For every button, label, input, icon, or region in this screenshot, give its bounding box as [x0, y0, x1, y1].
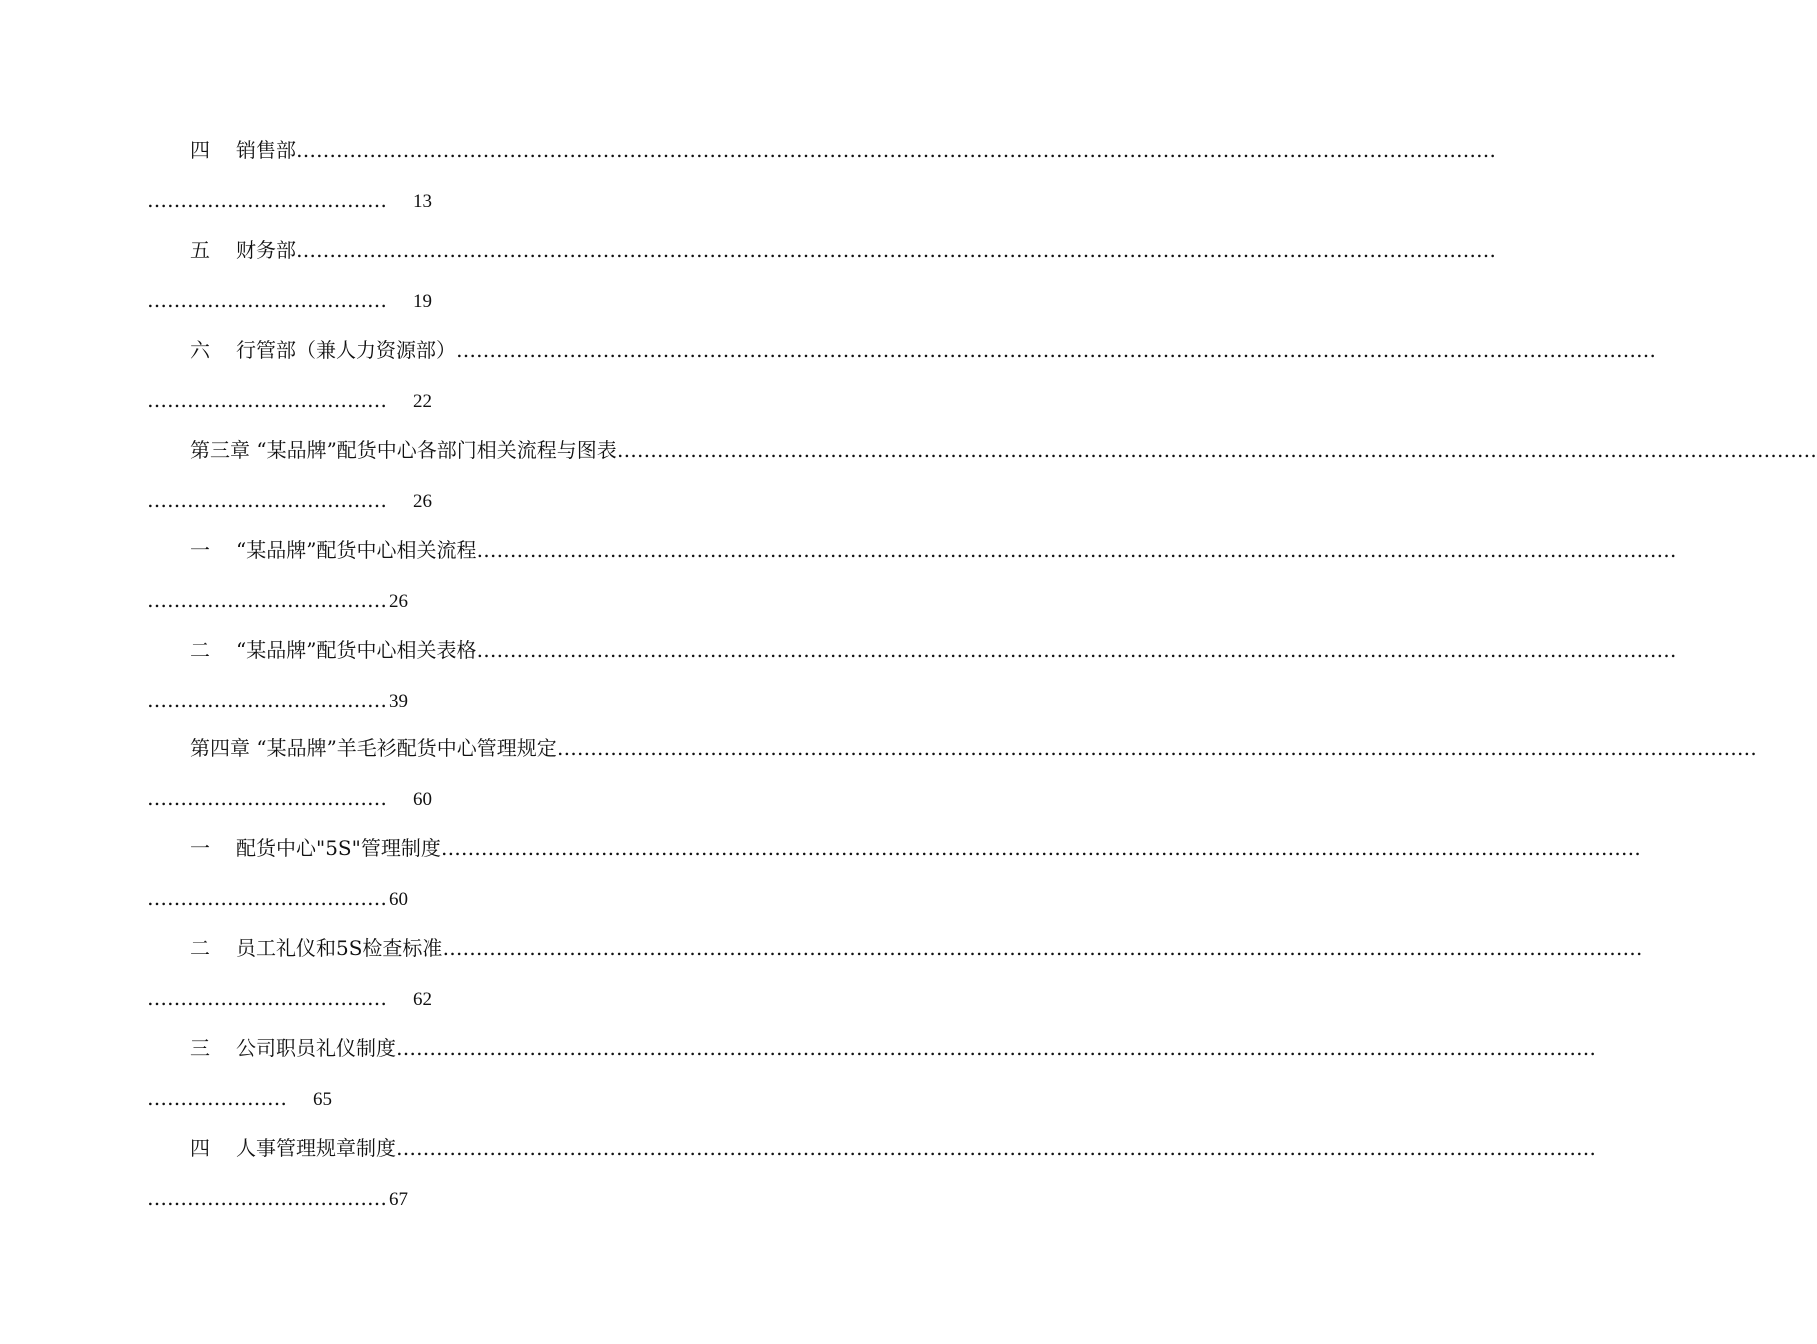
- toc-page-number: 26: [413, 491, 432, 512]
- toc-page-number: 67: [389, 1189, 408, 1210]
- toc-leader-dots: ………………………………: [147, 688, 387, 712]
- toc-leader-dots: ………………………………………………………………………………………………………………………………………………………………: [476, 638, 1677, 662]
- toc-page-number: 13: [413, 191, 432, 212]
- toc-leader-dots: ………………………………………………………………………………………………………………………………………………………………: [396, 1036, 1596, 1060]
- toc-leader-dots: ………………………………………………………………………………………………………………………………………………………………: [442, 936, 1643, 960]
- toc-entry-number: 一: [190, 836, 210, 860]
- toc-entry-title: 公司职员礼仪制度: [236, 1036, 396, 1060]
- toc-entry-number: 五: [190, 238, 210, 262]
- toc-leader-dots: ………………………………………………………………………………………………………………………………………………………………: [616, 438, 1817, 462]
- toc-leader-dots: …………………: [147, 1086, 287, 1110]
- toc-leader-dots: ………………………………………………………………………………………………………………………………………………………………: [296, 238, 1496, 262]
- toc-leader-dots: ………………………………: [147, 1186, 387, 1210]
- toc-entry-number: 二: [190, 936, 210, 960]
- toc-entry-number: 三: [190, 1036, 210, 1060]
- toc-entry-title: 销售部: [236, 138, 296, 162]
- toc-leader-dots: ………………………………………………………………………………………………………………………………………………………………: [476, 538, 1677, 562]
- toc-leader-dots: ………………………………………………………………………………………………………………………………………………………………: [556, 736, 1757, 760]
- toc-leader-dots: ………………………………………………………………………………………………………………………………………………………………: [396, 1136, 1596, 1160]
- toc-entry-number: 一: [190, 538, 210, 562]
- toc-leader-dots: ………………………………: [147, 288, 387, 312]
- toc-entry-number: 四: [190, 138, 210, 162]
- toc-leader-dots: ………………………………………………………………………………………………………………………………………………………………: [296, 138, 1496, 162]
- toc-entry-title: 财务部: [236, 238, 296, 262]
- toc-leader-dots: ………………………………………………………………………………………………………………………………………………………………: [456, 338, 1656, 362]
- toc-page-number: 22: [413, 391, 432, 412]
- toc-entry-title: “某品牌”配货中心相关流程: [236, 538, 477, 562]
- toc-leader-dots: ………………………………: [147, 786, 387, 810]
- toc-page-number: 19: [413, 291, 432, 312]
- toc-entry-title: 配货中心"5S"管理制度: [236, 836, 441, 860]
- toc-leader-dots: ………………………………: [147, 488, 387, 512]
- toc-leader-dots: ………………………………: [147, 986, 387, 1010]
- toc-leader-dots: ………………………………: [147, 388, 387, 412]
- toc-page-number: 60: [413, 789, 432, 810]
- toc-page-number: 26: [389, 591, 408, 612]
- toc-page-number: 60: [389, 889, 408, 910]
- toc-entry-number: 四: [190, 1136, 210, 1160]
- toc-leader-dots: ………………………………………………………………………………………………………………………………………………………………: [440, 836, 1641, 860]
- toc-entry-number: 六: [190, 338, 210, 362]
- toc-page-number: 39: [389, 691, 408, 712]
- toc-entry-title: 员工礼仪和5S检查标准: [236, 936, 443, 960]
- toc-entry-number: 二: [190, 638, 210, 662]
- toc-entry-title: 第三章 “某品牌”配货中心各部门相关流程与图表: [190, 438, 617, 462]
- toc-entry-title: 人事管理规章制度: [236, 1136, 396, 1160]
- toc-page-number: 62: [413, 989, 432, 1010]
- toc-entry-title: 第四章 “某品牌”羊毛衫配货中心管理规定: [190, 736, 557, 760]
- toc-entry-title: 行管部（兼人力资源部）: [236, 338, 456, 362]
- toc-leader-dots: ………………………………: [147, 886, 387, 910]
- toc-page-number: 65: [313, 1089, 332, 1110]
- toc-leader-dots: ………………………………: [147, 188, 387, 212]
- toc-entry-title: “某品牌”配货中心相关表格: [236, 638, 477, 662]
- toc-leader-dots: ………………………………: [147, 588, 387, 612]
